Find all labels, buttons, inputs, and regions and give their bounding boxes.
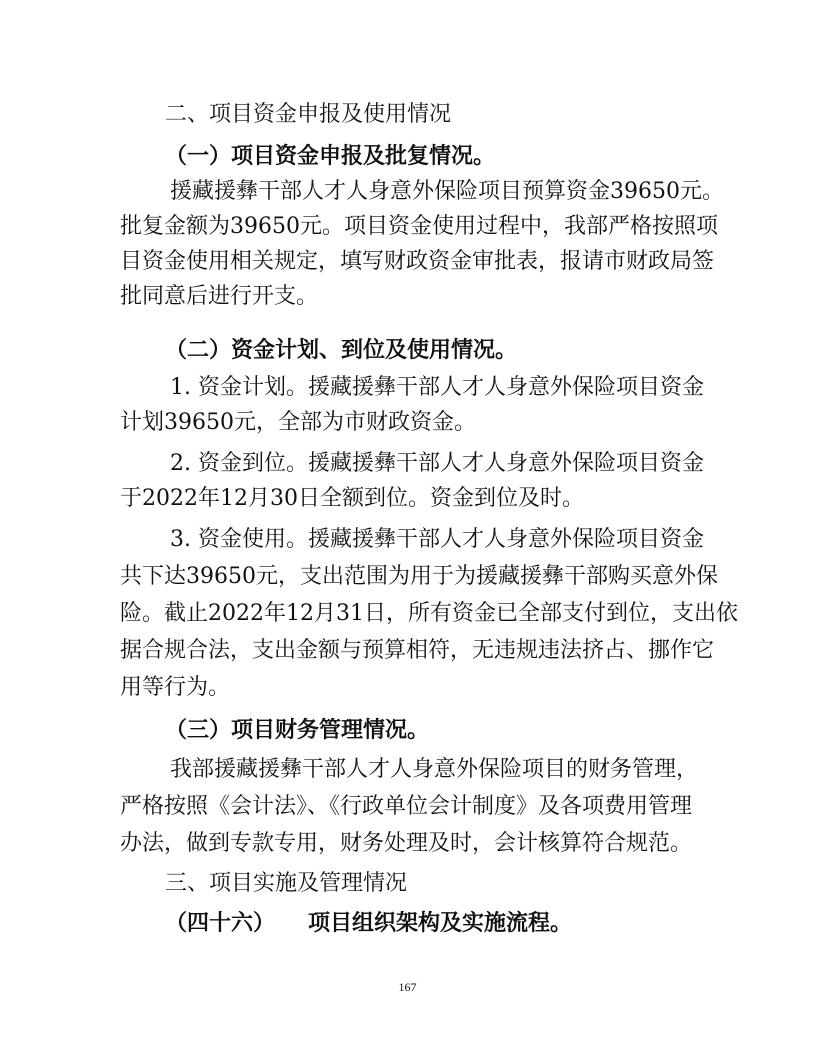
paragraph-line: 目资金使用相关规定，填写财政资金审批表，报请市财政局签	[120, 249, 715, 274]
list-item-line: 计划39650元，全部为市财政资金。	[120, 410, 476, 435]
list-item-line: 1. 资金计划。援藏援彝干部人才人身意外保险项目资金	[170, 375, 704, 400]
list-item-line: 据合规合法，支出金额与预算相符，无违规违法挤占、挪作它	[120, 638, 715, 663]
paragraph-line: 严格按照《会计法》、《行政单位会计制度》及各项费用管理	[120, 794, 693, 819]
paragraph-line: 办法，做到专款专用，财务处理及时，会计核算符合规范。	[120, 831, 693, 856]
subsection-heading-finance: （三）项目财务管理情况。	[165, 718, 430, 743]
paragraph-line: 批复金额为39650元。项目资金使用过程中，我部严格按照项	[120, 214, 718, 239]
subsection-heading-plan: （二）资金计划、到位及使用情况。	[165, 338, 518, 363]
list-item-line: 险。截止2022年12月31日，所有资金已全部支付到位，支出依	[120, 601, 738, 626]
subsection-heading-organization: （四十六） 项目组织架构及实施流程。	[165, 911, 573, 936]
section-heading-funding: 二、项目资金申报及使用情况	[165, 102, 452, 127]
list-item-line: 用等行为。	[120, 675, 231, 700]
list-item-line: 共下达39650元，支出范围为用于为援藏援彝干部购买意外保	[120, 564, 718, 589]
page-number: 167	[398, 980, 417, 994]
section-heading-implementation: 三、项目实施及管理情况	[165, 871, 408, 896]
subsection-heading-application: （一）项目资金申报及批复情况。	[165, 144, 496, 169]
list-item-line: 于2022年12月30日全额到位。资金到位及时。	[120, 486, 584, 511]
paragraph-line: 批同意后进行开支。	[120, 284, 319, 309]
list-item-line: 2. 资金到位。援藏援彝干部人才人身意外保险项目资金	[170, 451, 704, 476]
paragraph-line: 援藏援彝干部人才人身意外保险项目预算资金39650元。	[170, 179, 724, 204]
list-item-line: 3. 资金使用。援藏援彝干部人才人身意外保险项目资金	[170, 527, 704, 552]
paragraph-line: 我部援藏援彝干部人才人身意外保险项目的财务管理，	[170, 757, 699, 782]
